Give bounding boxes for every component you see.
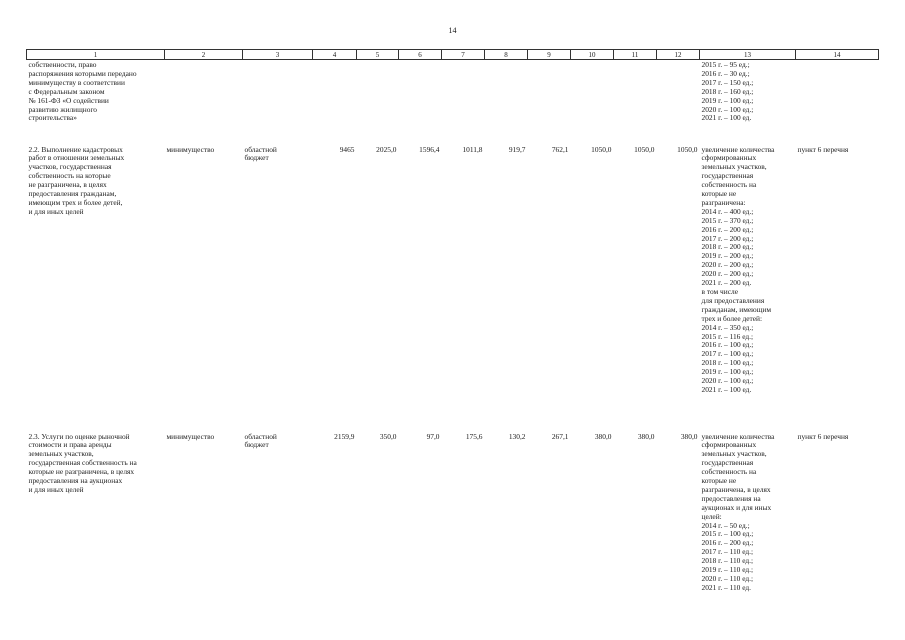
total-cell: 9465 xyxy=(339,144,355,154)
column-header: 11 xyxy=(614,50,657,60)
executor-cell: минимущество xyxy=(166,144,215,154)
table-row xyxy=(27,60,879,146)
column-header: 12 xyxy=(657,50,700,60)
column-header: 8 xyxy=(485,50,528,60)
activity-cell: собственности, право распоряжения которыми передано минимуществу в соответствии с Федеральным законом № 161-ФЗ «О содействии развитию жилищного строительства» xyxy=(28,60,137,123)
year-cell: 175,6 xyxy=(465,431,483,441)
table-row xyxy=(27,146,879,433)
year-cell xyxy=(485,60,528,146)
indicator-cell: увеличение количества сформированных земельных участков, государственная собственность на которые не разграничена: 2014 г. – 400 ед.; 2015 г. – 370 ед.; 2016 г. – 200 ед.; 2017 г. – 200 ед.; 2018 г. – 200 ед.; 2019 г. – 200 ед.; 2020 г. – 200 ед.; 2020 г. – 200 ед.; 2021 г. – 200 ед. в том числе для предоставления гражданам, имеющим трех и более детей: 2014 г. – 350 ед.; 2015 г. – 116 ед.; 2016 г. – 100 ед.; 2017 г. – 100 ед.; 2018 г. – 100 ед.; 2019 г. – 100 ед.; 2020 г. – 100 ед.; 2021 г. – 100 ед. xyxy=(701,144,775,394)
reference-cell: пункт 6 перечня xyxy=(797,144,849,154)
executor-cell: минимущество xyxy=(166,431,215,441)
year-cell: 97,0 xyxy=(426,431,440,441)
year-cell: 1011,8 xyxy=(462,144,483,154)
column-header: 1 xyxy=(27,50,165,60)
indicator-cell: увеличение количества сформированных земельных участков, государственная собственность на которые не разграничена, в целях предоставления на аукционах и для иных целей: 2014 г. – 50 ед.; 2015 г. – 100 ед.; 2016 г. – 200 ед.; 2017 г. – 110 ед.; 2018 г. – 110 ед.; 2019 г. – 110 ед.; 2020 г. – 110 ед.; 2021 г. – 110 ед. xyxy=(701,431,775,592)
year-cell: 2025,0 xyxy=(376,144,397,154)
executor-cell xyxy=(165,60,243,146)
source-cell xyxy=(243,60,313,146)
table-row xyxy=(27,433,879,593)
year-cell: 350,0 xyxy=(379,431,397,441)
year-cell: 267,1 xyxy=(551,431,569,441)
year-cell xyxy=(657,60,700,146)
activity-cell: 2.3. Услуги по оценке рыночной стоимости и права аренды земельных участков, государственная собственность на которые не разграничена, в целях предоставления на аукционах и для иных целей xyxy=(28,431,137,494)
year-cell: 130,2 xyxy=(508,431,526,441)
year-cell: 1050,0 xyxy=(591,144,612,154)
year-cell xyxy=(399,60,442,146)
column-header: 7 xyxy=(442,50,485,60)
column-header: 5 xyxy=(357,50,399,60)
source-cell: областной бюджет xyxy=(244,431,277,450)
year-cell: 1596,4 xyxy=(419,144,440,154)
column-header: 2 xyxy=(165,50,243,60)
column-header: 13 xyxy=(700,50,796,60)
header-row xyxy=(27,50,879,60)
year-cell: 380,0 xyxy=(637,431,655,441)
column-header: 10 xyxy=(571,50,614,60)
column-header: 4 xyxy=(313,50,357,60)
column-header: 3 xyxy=(243,50,313,60)
reference-cell: пункт 6 перечня xyxy=(797,431,849,441)
column-header: 14 xyxy=(796,50,879,60)
year-cell xyxy=(571,60,614,146)
year-cell: 762,1 xyxy=(551,144,569,154)
column-header: 9 xyxy=(528,50,571,60)
year-cell xyxy=(614,60,657,146)
year-cell xyxy=(528,60,571,146)
activity-cell: 2.2. Выполнение кадастровых работ в отношении земельных участков, государственная собственность на которые не разграничена, в целях предоставления гражданам, имеющим трех и более детей, и для иных целей xyxy=(28,144,125,216)
year-cell: 380,0 xyxy=(594,431,612,441)
year-cell xyxy=(442,60,485,146)
year-cell: 919,7 xyxy=(508,144,526,154)
year-cell: 380,0 xyxy=(680,431,698,441)
year-cell: 1050,0 xyxy=(634,144,655,154)
column-header: 6 xyxy=(399,50,442,60)
year-cell xyxy=(357,60,399,146)
page-number: 14 xyxy=(448,26,457,35)
program-table xyxy=(26,49,879,593)
total-cell xyxy=(313,60,357,146)
total-cell: 2159,9 xyxy=(334,431,355,441)
source-cell: областной бюджет xyxy=(244,144,277,163)
reference-cell xyxy=(796,60,879,146)
year-cell: 1050,0 xyxy=(677,144,698,154)
indicator-cell: 2015 г. – 95 ед.; 2016 г. – 30 ед.; 2017 г. – 150 ед.; 2018 г. – 160 ед.; 2019 г. – 100 ед.; 2020 г. – 100 ед.; 2021 г. – 100 ед. xyxy=(701,60,754,123)
